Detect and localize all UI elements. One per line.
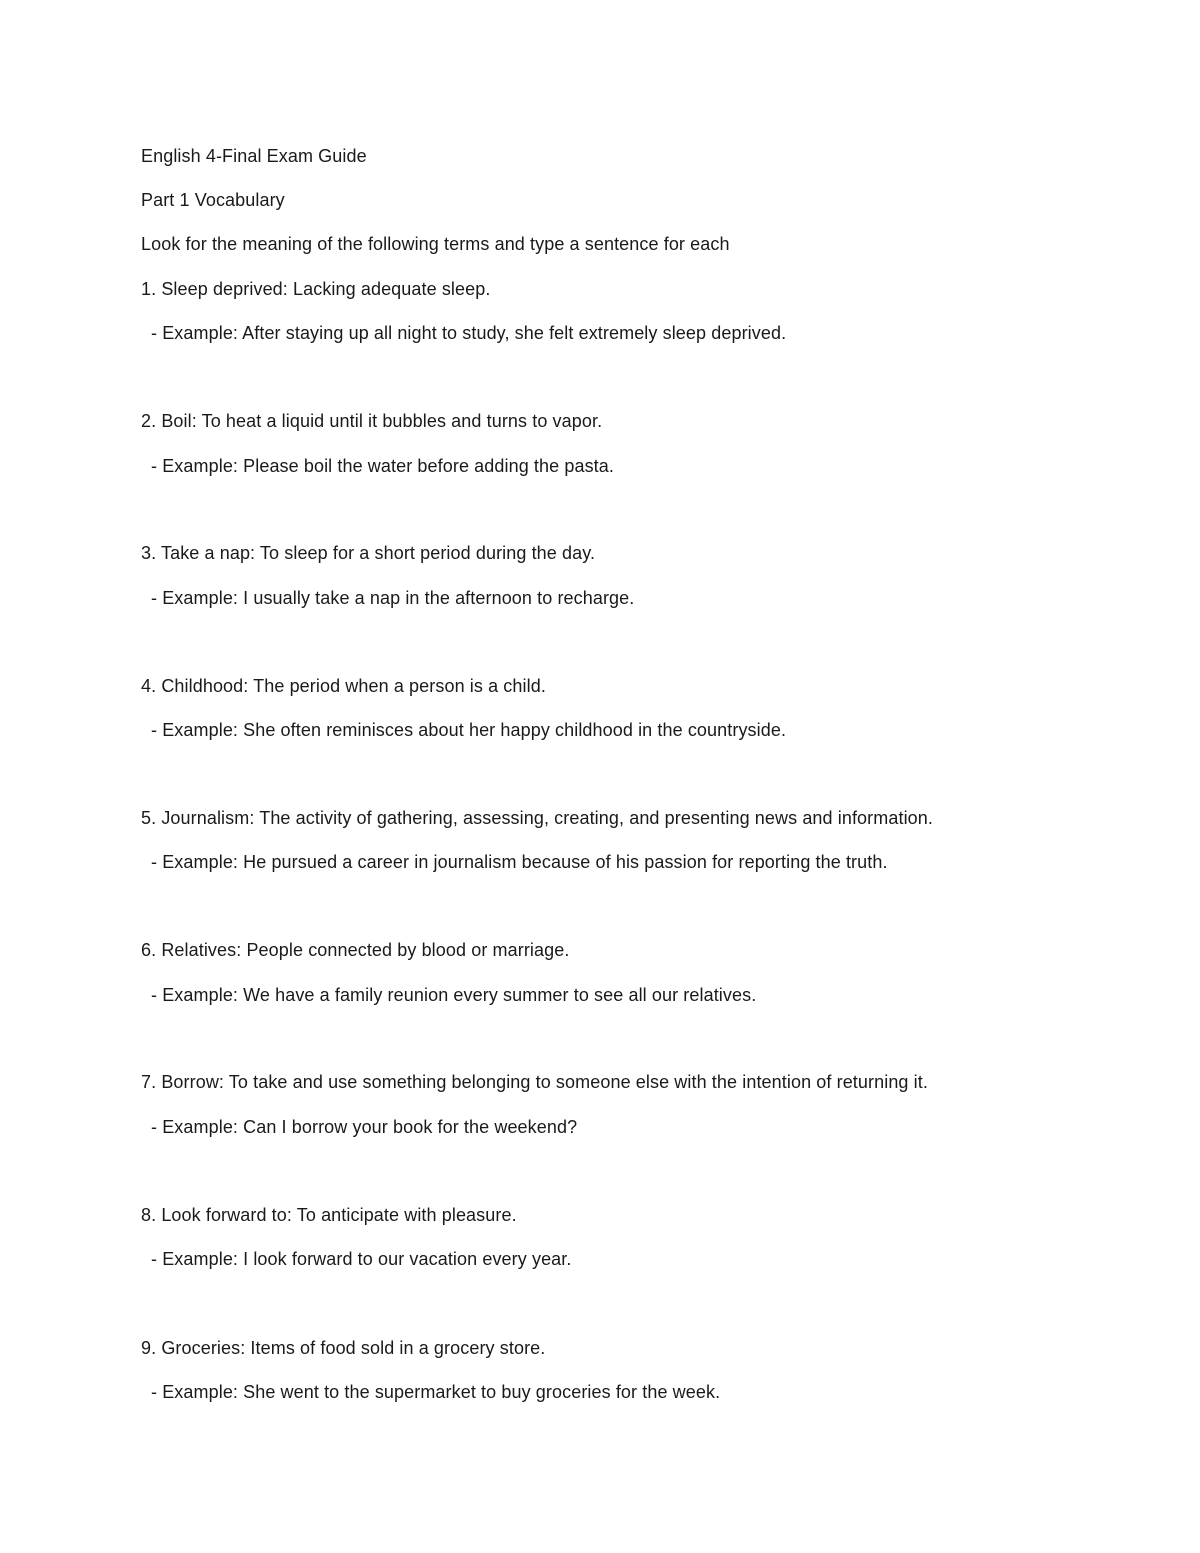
vocab-definition-9: 9. Groceries: Items of food sold in a grocery store. <box>141 1338 546 1358</box>
vocab-definition-4: 4. Childhood: The period when a person is a child. <box>141 676 546 696</box>
vocab-definition-6: 6. Relatives: People connected by blood or marriage. <box>141 940 570 960</box>
vocab-example-8: - Example: I look forward to our vacation every year. <box>151 1249 572 1269</box>
vocab-definition-1: 1. Sleep deprived: Lacking adequate sleep. <box>141 279 491 299</box>
vocab-example-3: - Example: I usually take a nap in the afternoon to recharge. <box>151 588 635 608</box>
document-title: English 4-Final Exam Guide <box>141 146 367 166</box>
vocab-definition-8: 8. Look forward to: To anticipate with pleasure. <box>141 1205 517 1225</box>
vocab-example-7: - Example: Can I borrow your book for the weekend? <box>151 1117 578 1137</box>
vocab-example-6: - Example: We have a family reunion every summer to see all our relatives. <box>151 985 757 1005</box>
vocab-definition-2: 2. Boil: To heat a liquid until it bubbles and turns to vapor. <box>141 411 603 431</box>
part-heading: Part 1 Vocabulary <box>141 190 285 210</box>
vocab-example-5: - Example: He pursued a career in journalism because of his passion for reporting the truth. <box>151 852 888 872</box>
vocab-example-4: - Example: She often reminisces about her happy childhood in the countryside. <box>151 720 787 740</box>
vocab-definition-5: 5. Journalism: The activity of gathering, assessing, creating, and presenting news and information. <box>141 808 933 828</box>
vocab-definition-7: 7. Borrow: To take and use something belonging to someone else with the intention of returning it. <box>141 1072 928 1092</box>
vocab-example-9: - Example: She went to the supermarket to buy groceries for the week. <box>151 1382 721 1402</box>
vocab-example-2: - Example: Please boil the water before adding the pasta. <box>151 456 614 476</box>
instructions: Look for the meaning of the following terms and type a sentence for each <box>141 234 730 254</box>
vocab-example-1: - Example: After staying up all night to study, she felt extremely sleep deprived. <box>151 323 787 343</box>
vocab-definition-3: 3. Take a nap: To sleep for a short period during the day. <box>141 543 596 563</box>
